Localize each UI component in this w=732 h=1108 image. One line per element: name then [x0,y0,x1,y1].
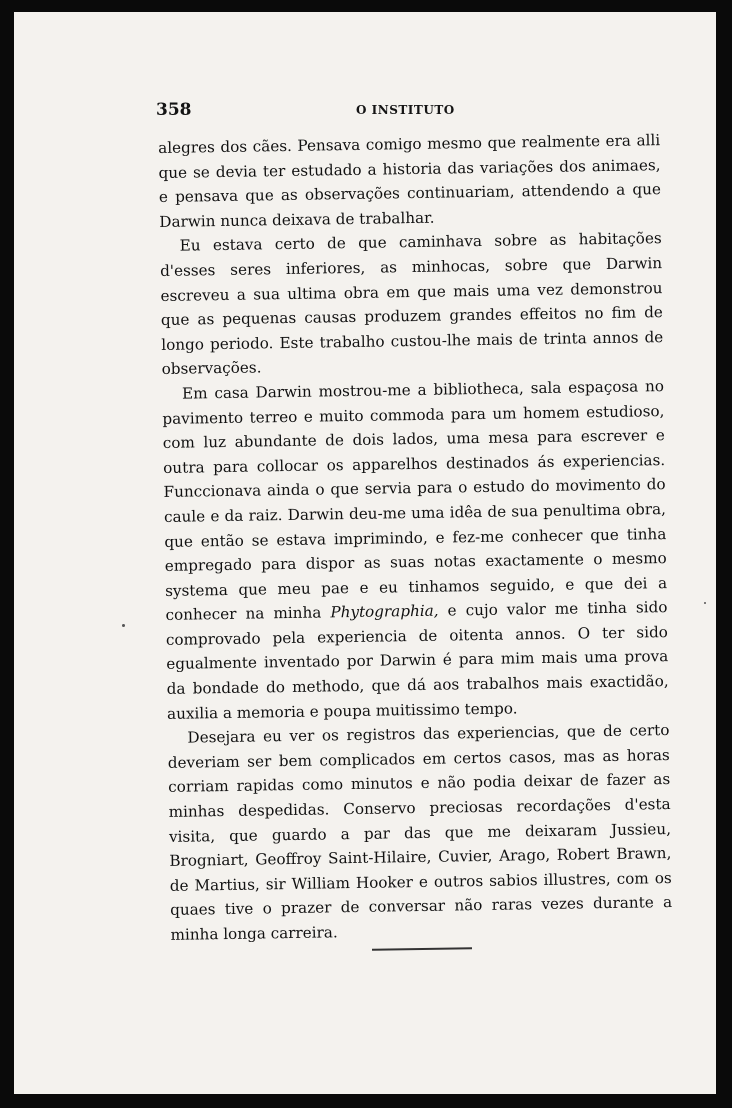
paragraph-4: Desejara eu ver os registros das experiencias, que de certo deveriam ser bem complicados em certos casos, mas as horas corriam rapidas como minutos e não podia deixar de fazer as minhas despedidas. Conservo preciosas recordações d'esta visita, que guardo a par das que me deixaram Jussieu, Brogniart, Geoffroy Saint-Hilaire, Cuvier, Arago, Robert Brawn, de Martius, sir William Hooker e outros sabios illustres, com os quaes tive o prazer de conversar não raras vezes durante a minha longa carreira. [167,721,673,944]
paragraph-1: alegres dos cães. Pensava comigo mesmo que realmente era alli que se devia ter estudado a historia das variações dos animaes, e pensava que as observações continuariam, attendendo a que Darwin nunca deixava de trabalhar. [158,131,662,231]
paper-speck [704,602,706,604]
page-number: 358 [156,100,192,120]
running-title: O INSTITUTO [356,103,455,117]
book-page [14,12,716,1094]
book-title-phytographia: Phytographia, [330,601,439,622]
paragraph-3-text-after: e cujo valor me tinha sido comprovado pela experiencia de oitenta annos. O ter sido egualmente inventado por Darwin é para mim mais uma prova da bondade do methodo, que dá aos trabalhos mais exactidão, auxilia a memoria e poupa muitissimo tempo. [165,598,669,723]
page-header [156,100,664,124]
paragraph-3-text-before: Em casa Darwin mostrou-me a bibliotheca, sala espaçosa no pavimento terreo e muito commoda para um homem estudioso, com luz abundante de dois lados, uma mesa para escrever e outra para collocar os apparelhos destinados ás experiencias. Funccionava ainda o que servia para o estudo do movimento do caule e da raiz. Darwin deu-me uma idêa de sua penultima obra, que então se estava imprimindo, e fez-me conhecer que tinha empregado para dispor as suas notas exactamente o mesmo systema que meu pae e eu tinhamos seguido, e que dei a conhecer na minha [162,377,668,625]
paragraph-3 [162,374,669,726]
closing-rule [372,947,472,951]
body-text [158,128,673,947]
paragraph-2: Eu estava certo de que caminhava sobre as habitações d'esses seres inferiores, as minhocas, sobre que Darwin escreveu a sua ultima obra em que mais uma vez demonstrou que as pequenas causas produzem grandes effeitos no fim de longo periodo. Este trabalho custou-lhe mais de trinta annos de observações. [159,229,664,379]
paper-speck [122,624,125,627]
